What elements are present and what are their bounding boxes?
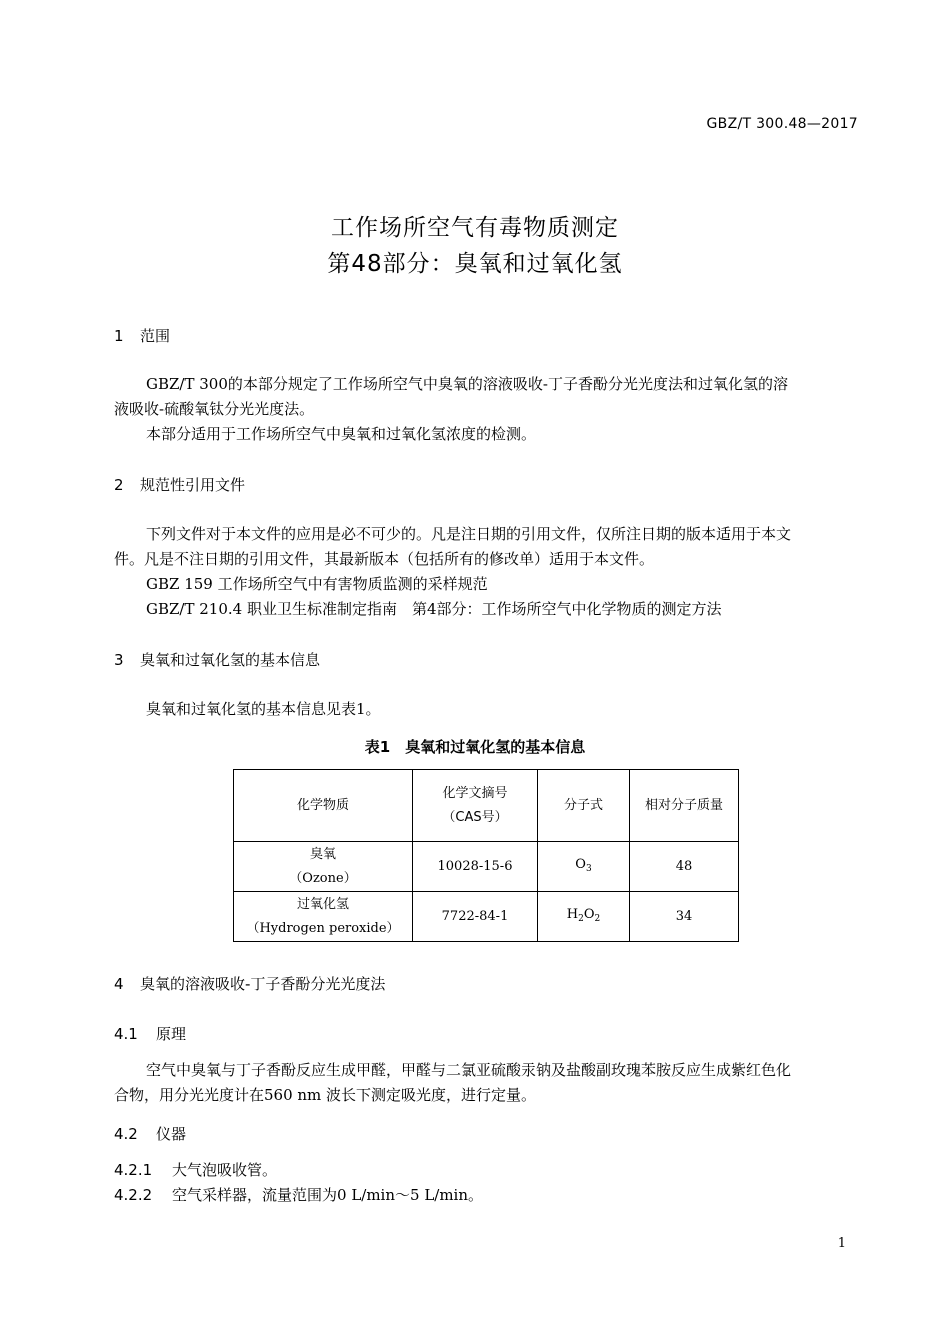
subsection-title: 原理 [156,1025,187,1043]
paragraph: GBZ/T 300的本部分规定了工作场所空气中臭氧的溶液吸收-丁子香酚分光光度法和过氧化氢的溶 [146,375,788,393]
cell-formula: $H_2O_2$ [538,892,630,942]
header-mass: 相对分子质量 [630,770,739,842]
section-number: 3 [114,651,124,669]
page-number: 1 [837,1236,846,1251]
section-title: 规范性引用文件 [140,476,246,494]
cell-substance: 臭氧 （Ozone） [234,842,413,892]
item-text: 空气采样器，流量范围为0 L/min～5 L/min。 [172,1186,484,1204]
basic-info-table [233,769,739,942]
paragraph: 液吸收-硫酸氧钛分光光度法。 [114,400,315,418]
subsection-heading-4-1 [114,1023,186,1044]
paragraph: 下列文件对于本文件的应用是必不可少的。凡是注日期的引用文件，仅所注日期的版本适用于本文 [146,525,792,543]
cell-mass: 48 [630,842,739,892]
section-heading-4 [114,973,385,994]
table-row [234,842,739,892]
table-row [234,892,739,942]
paragraph: 空气中臭氧与丁子香酚反应生成甲醛，甲醛与二氯亚硫酸汞钠及盐酸副玫瑰苯胺反应生成紫红色化 [146,1061,792,1079]
cell-formula: $O_3$ [538,842,630,892]
reference-item: GBZ/T 210.4 职业卫生标准制定指南 第4部分：工作场所空气中化学物质的测定方法 [146,600,722,618]
section-title: 臭氧的溶液吸收-丁子香酚分光光度法 [140,975,386,993]
paragraph: 臭氧和过氧化氢的基本信息见表1。 [146,700,381,718]
section-title: 臭氧和过氧化氢的基本信息 [140,651,321,669]
cell-mass: 34 [630,892,739,942]
item-number: 4.2.1 [114,1161,153,1179]
reference-item: GBZ 159 工作场所空气中有害物质监测的采样规范 [146,575,488,593]
subsection-heading-4-2 [114,1123,186,1144]
header-substance: 化学物质 [234,770,413,842]
page-title: 工作场所空气有毒物质测定 [331,215,619,241]
item-text: 大气泡吸收管。 [172,1161,278,1179]
section-heading-2 [114,474,245,495]
table-caption: 表1 臭氧和过氧化氢的基本信息 [364,738,586,756]
subsection-title: 仪器 [156,1125,187,1143]
list-item [114,1183,483,1208]
cell-substance: 过氧化氢 （Hydrogen peroxide） [234,892,413,942]
cell-cas: 10028-15-6 [413,842,538,892]
paragraph: 合物，用分光光度计在560 nm 波长下测定吸光度，进行定量。 [114,1086,537,1104]
cell-cas: 7722-84-1 [413,892,538,942]
subsection-number: 4.2 [114,1125,138,1143]
subsection-number: 4.1 [114,1025,138,1043]
header-cas: 化学文摘号 （CAS号） [413,770,538,842]
list-item [114,1158,277,1183]
paragraph: 件。凡是不注日期的引用文件，其最新版本（包括所有的修改单）适用于本文件。 [114,550,655,568]
section-number: 2 [114,476,124,494]
header-formula: 分子式 [538,770,630,842]
section-number: 1 [114,327,124,345]
paragraph: 本部分适用于工作场所空气中臭氧和过氧化氢浓度的检测。 [146,425,537,443]
section-heading-3 [114,649,320,670]
section-number: 4 [114,975,124,993]
section-heading-1 [114,325,170,346]
table-header-row [234,770,739,842]
section-title: 范围 [140,327,171,345]
page-subtitle: 第48部分：臭氧和过氧化氢 [327,251,623,277]
document-code: GBZ/T 300.48—2017 [706,116,858,132]
item-number: 4.2.2 [114,1186,153,1204]
